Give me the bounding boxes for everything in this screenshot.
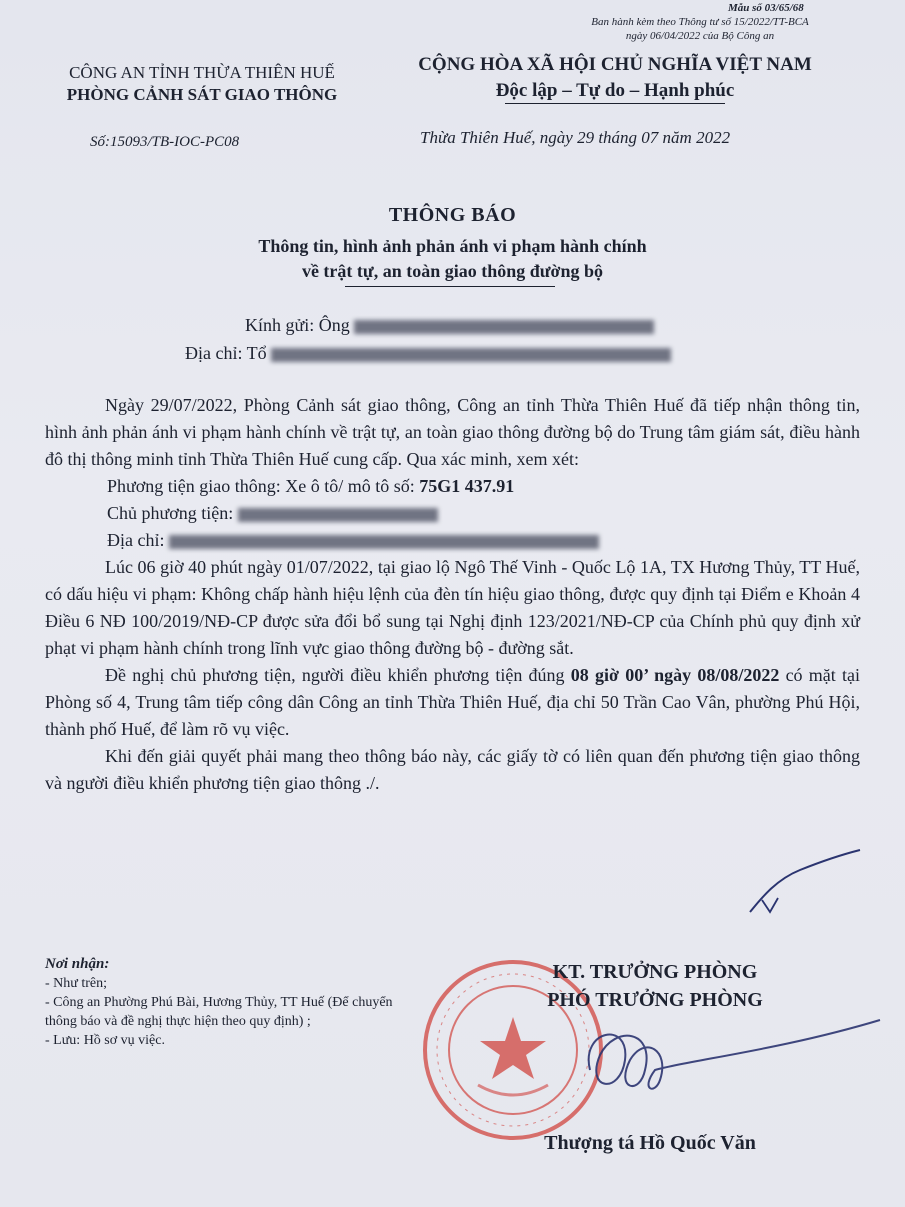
redacted-owner-address: [169, 535, 599, 549]
vehicle-label: Phương tiện giao thông: Xe ô tô/ mô tô số:: [107, 476, 415, 496]
form-note: [500, 15, 900, 43]
form-note-line1: Ban hành kèm theo Thông tư số 15/2022/TT-BCA: [591, 16, 809, 28]
redacted-recipient-name: [354, 320, 654, 334]
recipients-item: - Như trên;: [45, 976, 108, 991]
owner-address-label: Địa chỉ:: [107, 530, 165, 550]
request-time: 08 giờ 00’ ngày 08/08/2022: [570, 665, 780, 685]
owner-address-line: [45, 527, 860, 554]
handwritten-signature: [560, 1000, 890, 1110]
signature-line2: PHÓ TRƯỞNG PHÒNG: [547, 989, 763, 1011]
place-date: Thừa Thiên Huế, ngày 29 tháng 07 năm 2022: [420, 128, 731, 147]
document-subtitle: [0, 234, 905, 284]
recipients-list: [45, 955, 425, 1050]
recipients-item: - Lưu: Hồ sơ vụ việc.: [45, 1033, 165, 1048]
recipients-heading: Nơi nhận:: [45, 956, 110, 972]
subtitle-underline: [345, 286, 555, 287]
intro-paragraph: Ngày 29/07/2022, Phòng Cảnh sát giao thông, Công an tỉnh Thừa Thiên Huế đã tiếp nhận thông tin, hình ảnh phản ánh vi phạm hành chính về trật tự, an toàn giao thông đường bộ do Trung tâm giám sát, điều hành đô thị thông minh tỉnh Thừa Thiên Huế cung cấp. Qua xác minh, xem xét:: [45, 395, 860, 469]
national-title: [380, 52, 850, 104]
recipients-item: - Công an Phường Phú Bài, Hương Thủy, TT Huế (Để chuyển thông báo và đề nghị thực hiện theo quy định) ;: [45, 995, 393, 1029]
subtitle-line2: về trật tự, an toàn giao thông đường bộ: [301, 261, 604, 281]
closing-paragraph: Khi đến giải quyết phải mang theo thông báo này, các giấy tờ có liên quan đến phương tiện giao thông và người điều khiển phương tiện giao thông ./.: [45, 746, 860, 793]
owner-line: [45, 500, 860, 527]
handwritten-tick-mark: [720, 840, 870, 920]
document-title: THÔNG BÁO: [388, 204, 517, 226]
recipient-address-prefix: Tổ: [246, 343, 267, 363]
recipient-prefix: Ông: [318, 315, 350, 335]
motto: Độc lập – Tự do – Hạnh phúc: [495, 80, 735, 101]
vehicle-plate: 75G1 437.91: [419, 476, 515, 496]
signer-name: Thượng tá Hồ Quốc Văn: [544, 1132, 756, 1154]
redacted-recipient-address: [271, 348, 671, 362]
motto-underline: [505, 103, 725, 104]
vehicle-line: [45, 473, 860, 500]
nation-line1: CỘNG HÒA XÃ HỘI CHỦ NGHĨA VIỆT NAM: [418, 54, 812, 75]
request-text-1: Đề nghị chủ phương tiện, người điều khiển phương tiện đúng: [105, 665, 571, 685]
recipient-address-line: [185, 343, 671, 364]
recipient-address-label: Địa chỉ:: [185, 343, 243, 363]
recipient-line: [245, 315, 654, 336]
agency-line1: CÔNG AN TỈNH THỪA THIÊN HUẾ: [69, 63, 335, 82]
issuing-agency: [22, 62, 382, 106]
form-note-line2: ngày 06/04/2022 của Bộ Công an: [625, 30, 775, 42]
subtitle-line1: Thông tin, hình ảnh phản ánh vi phạm hành chính: [258, 236, 647, 256]
owner-label: Chủ phương tiện:: [107, 503, 234, 523]
redacted-owner-name: [238, 508, 438, 522]
agency-line2: PHÒNG CẢNH SÁT GIAO THÔNG: [66, 85, 338, 104]
form-number: Mẫu số 03/65/68: [728, 2, 804, 14]
notice-body: [45, 392, 860, 797]
signature-line1: KT. TRƯỞNG PHÒNG: [552, 961, 758, 983]
request-text-2: có mặt tại Phòng số 4, Trung tâm tiếp công dân Công an tỉnh Thừa Thiên Huế, địa chỉ 50 Trần Cao Vân, phường Phú Hội, thành phố Huế, để làm rõ vụ việc.: [45, 665, 861, 739]
document-number: Số:15093/TB-IOC-PC08: [90, 134, 240, 150]
recipient-label: Kính gửi:: [245, 315, 315, 335]
violation-paragraph: Lúc 06 giờ 40 phút ngày 01/07/2022, tại giao lộ Ngô Thế Vinh - Quốc Lộ 1A, TX Hương Thủy, TT Huế, có dấu hiệu vi phạm: Không chấp hành hiệu lệnh của đèn tín hiệu giao thông, được quy định tại Điểm e Khoản 4 Điều 6 NĐ 100/2019/NĐ-CP được sửa đổi bổ sung tại Nghị định 123/2021/NĐ-CP của Chính phủ quy định xử phạt vi phạm hành chính trong lĩnh vực giao thông đường bộ - đường sắt.: [45, 557, 860, 658]
request-paragraph: [45, 662, 860, 743]
